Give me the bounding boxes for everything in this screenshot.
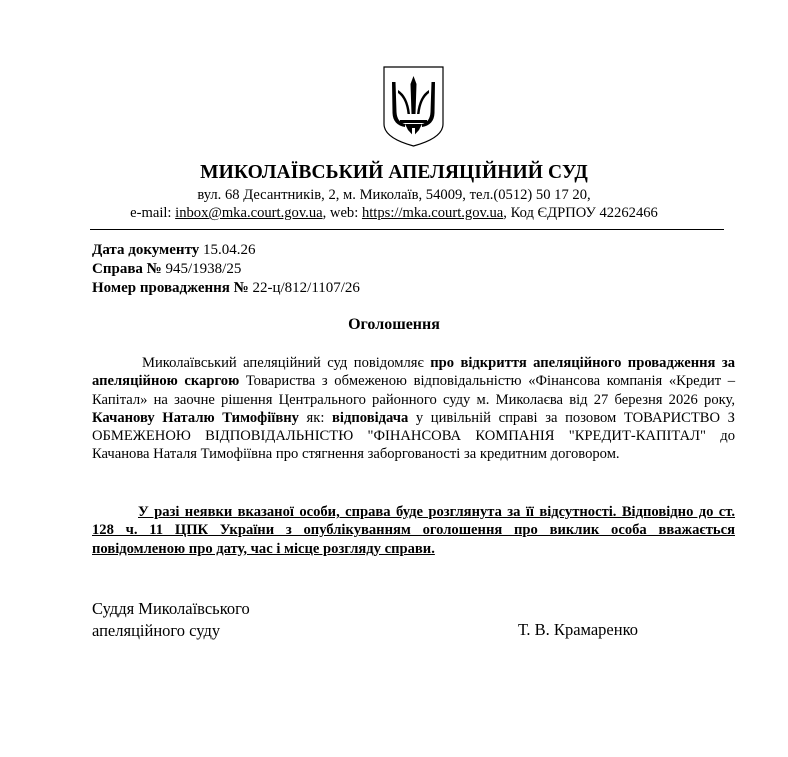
judge-name: Т. В. Крамаренко [518, 620, 638, 639]
respondent-role: відповідача [332, 409, 409, 426]
notice-title: Оголошення [348, 316, 440, 333]
absence-warning [92, 503, 735, 558]
header-divider [90, 229, 724, 230]
notice-text-part: як: [298, 409, 333, 426]
notice-text-emphasis: про відкриття апеляційного провадження за апеляційною скаргою [92, 355, 735, 390]
document-date-label: Дата документу [92, 242, 200, 258]
judge-position-line1: Суддя Миколаївського [92, 599, 250, 618]
absence-warning-text: У разі неявки вказаної особи, справа буде розглянута за її відсутності. Відповідно до ст. 128 ч. 11 ЦПК України з опублікуванням оголошення про виклик особа вважається повідомленою про дату, час і місце розгляду справи. [92, 504, 735, 557]
case-number-label: Справа № [92, 261, 162, 277]
email-link[interactable]: inbox@mka.court.gov.ua [175, 205, 323, 221]
notice-text-part: Миколаївський апеляційний суд повідомляє [142, 355, 431, 371]
trident-emblem-icon [383, 66, 444, 147]
case-number [92, 261, 241, 278]
notice-paragraph [92, 354, 735, 464]
court-name: МИКОЛАЇВСЬКИЙ АПЕЛЯЦІЙНИЙ СУД [200, 162, 588, 183]
notice-text-part: Товариства з обмеженою відповідальністю «Фінансова компанія «Кредит – Капітал» на заочне рішення Центрального районного суду м. Миколаєва від 27 березня 2026 року, [92, 373, 735, 408]
case-number-value: 945/1938/25 [165, 261, 242, 277]
notice-text-part: у цивільній справі за позовом ТОВАРИСТВО З ОБМЕЖЕНОЮ ВІДПОВІДАЛЬНІСТЮ "ФІНАНСОВА КОМПАНІЯ "КРЕДИТ-КАПІТАЛ" до Качанова Наталя Тимофіївна про стягнення заборгованості за кредитним договором. [92, 409, 735, 463]
document-date [92, 242, 256, 259]
proceeding-number-label: Номер провадження № [92, 280, 249, 296]
web-label: , web: [322, 205, 362, 221]
edrpou-code: , Код ЄДРПОУ 42262466 [503, 205, 658, 221]
court-address: вул. 68 Десантників, 2, м. Миколаїв, 54009, тел.(0512) 50 17 20, [197, 187, 591, 203]
proceeding-number-value: 22-ц/812/1107/26 [252, 280, 360, 296]
proceeding-number [92, 280, 360, 297]
judge-position [92, 598, 250, 642]
email-label: e-mail: [130, 205, 176, 221]
judge-position-line2: апеляційного суду [92, 621, 221, 640]
respondent-name: Качанову Наталю Тимофіївну [92, 409, 299, 426]
document-date-value: 15.04.26 [203, 242, 256, 258]
web-link[interactable]: https://mka.court.gov.ua [361, 205, 504, 221]
court-contacts [0, 205, 788, 222]
